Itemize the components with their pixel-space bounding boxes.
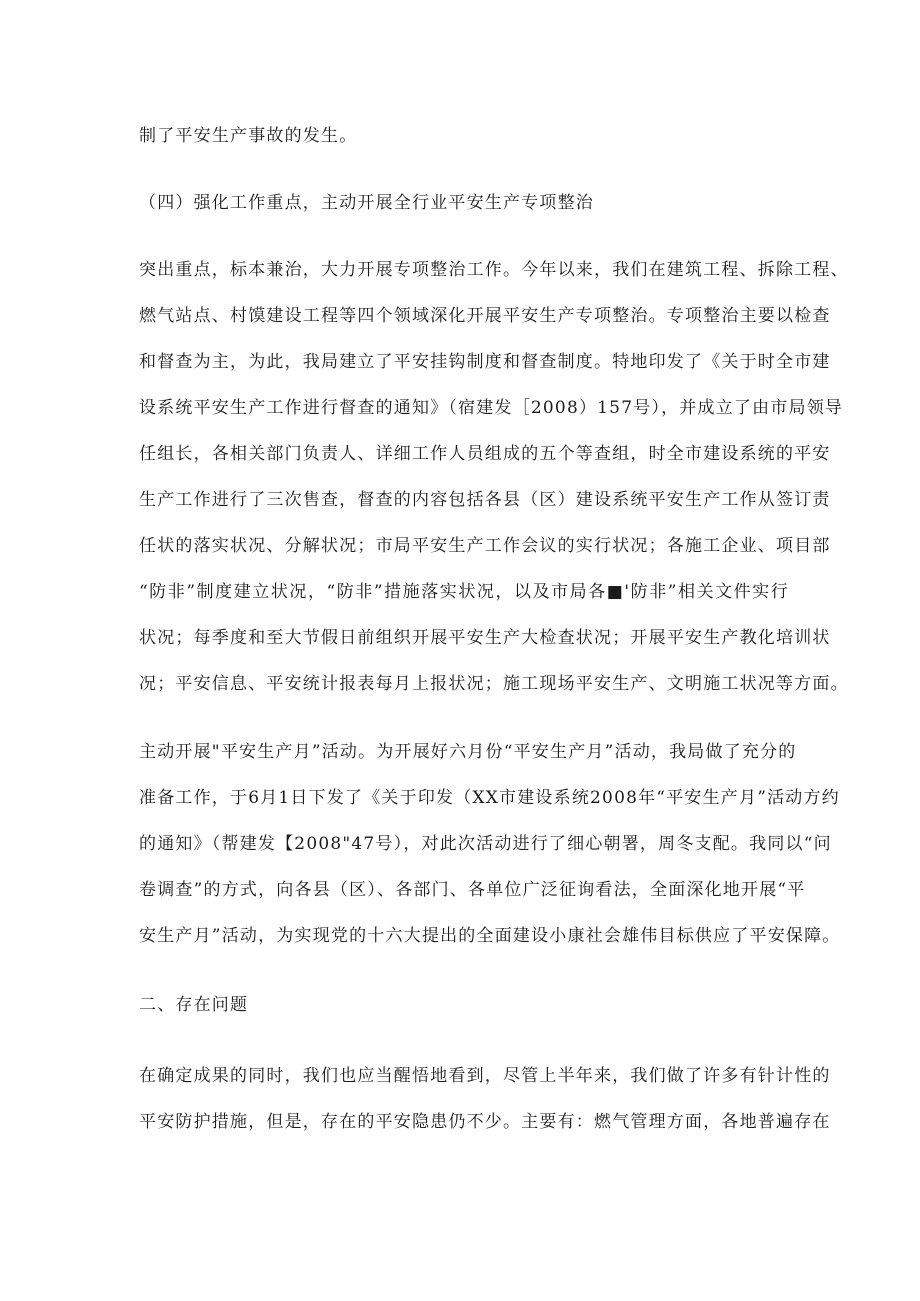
text-line: 主动开展"平安生产月”活动。为开展好六月份“平安生产月”活动，我局做了充分的 bbox=[139, 742, 797, 762]
text-line: 准备工作，于6月1日下发了《关于印发（XX市建设系统2008年“平安生产月”活动方约 bbox=[139, 788, 840, 808]
section-heading: 二、存在问题 bbox=[139, 995, 249, 1015]
text-line: 突出重点，标本兼治，大力开展专项整治工作。今年以来，我们在建筑工程、拆除工程、 bbox=[139, 260, 849, 280]
text-line: 安生产月”活动，为实现党的十六大提出的全面建设小康社会雄伟目标供应了平安保障。 bbox=[139, 926, 841, 946]
text-line: 任组长，各相关部门负责人、详细工作人员组成的五个等查组，时全市建设系统的平安 bbox=[139, 444, 831, 464]
text-line: 燃气站点、村馍建设工程等四个领域深化开展平安生产专项整治。专项整治主要以检查 bbox=[139, 306, 831, 326]
text-line: 的通知》（帮建发【2008"47号），对此次活动进行了细心朝署，周冬支配。我同以“问 bbox=[139, 834, 832, 854]
text-line: 和督查为主，为此，我局建立了平安挂钩制度和督查制度。特地印发了《关于时全市建 bbox=[139, 352, 831, 372]
text-line: 平安防护措施，但是，存在的平安隐患仍不少。主要有：燃气管理方面，各地普遍存在 bbox=[139, 1112, 831, 1132]
text-line: 状况；每季度和至大节假日前组织开展平安生产大检查状况；开展平安生产教化培训状 bbox=[139, 628, 831, 648]
text-line: 卷调查”的方式，向各县（区）、各部门、各单位广泛征询看法，全面深化地开展“平 bbox=[139, 880, 806, 900]
text-line: 在确定成果的同时，我们也应当醒悟地看到，尽管上半年来，我们做了许多有针计性的 bbox=[139, 1066, 831, 1086]
text-line: 制了平安生产事故的发生。 bbox=[139, 126, 358, 146]
text-line: 况；平安信息、平安统计报表每月上报状况；施工现场平安生产、文明施工状况等方面。 bbox=[139, 674, 849, 694]
text-line: 设系统平安生产工作进行督查的通知》（宿建发［2008）157号），并成立了由市局领导 bbox=[139, 398, 844, 418]
text-line: 生产工作进行了三次售查，督查的内容包括各县（区）建设系统平安生产工作从签订责 bbox=[139, 490, 831, 510]
text-line: “防非”制度建立状况，“防非”措施落实状况，以及市局各■'防非”相关文件实行 bbox=[139, 582, 789, 602]
section-heading: （四）强化工作重点，主动开展全行业平安生产专项整治 bbox=[139, 193, 594, 213]
text-line: 任状的落实状况、分解状况；市局平安生产工作会议的实行状况；各施工企业、项目部 bbox=[139, 536, 831, 556]
